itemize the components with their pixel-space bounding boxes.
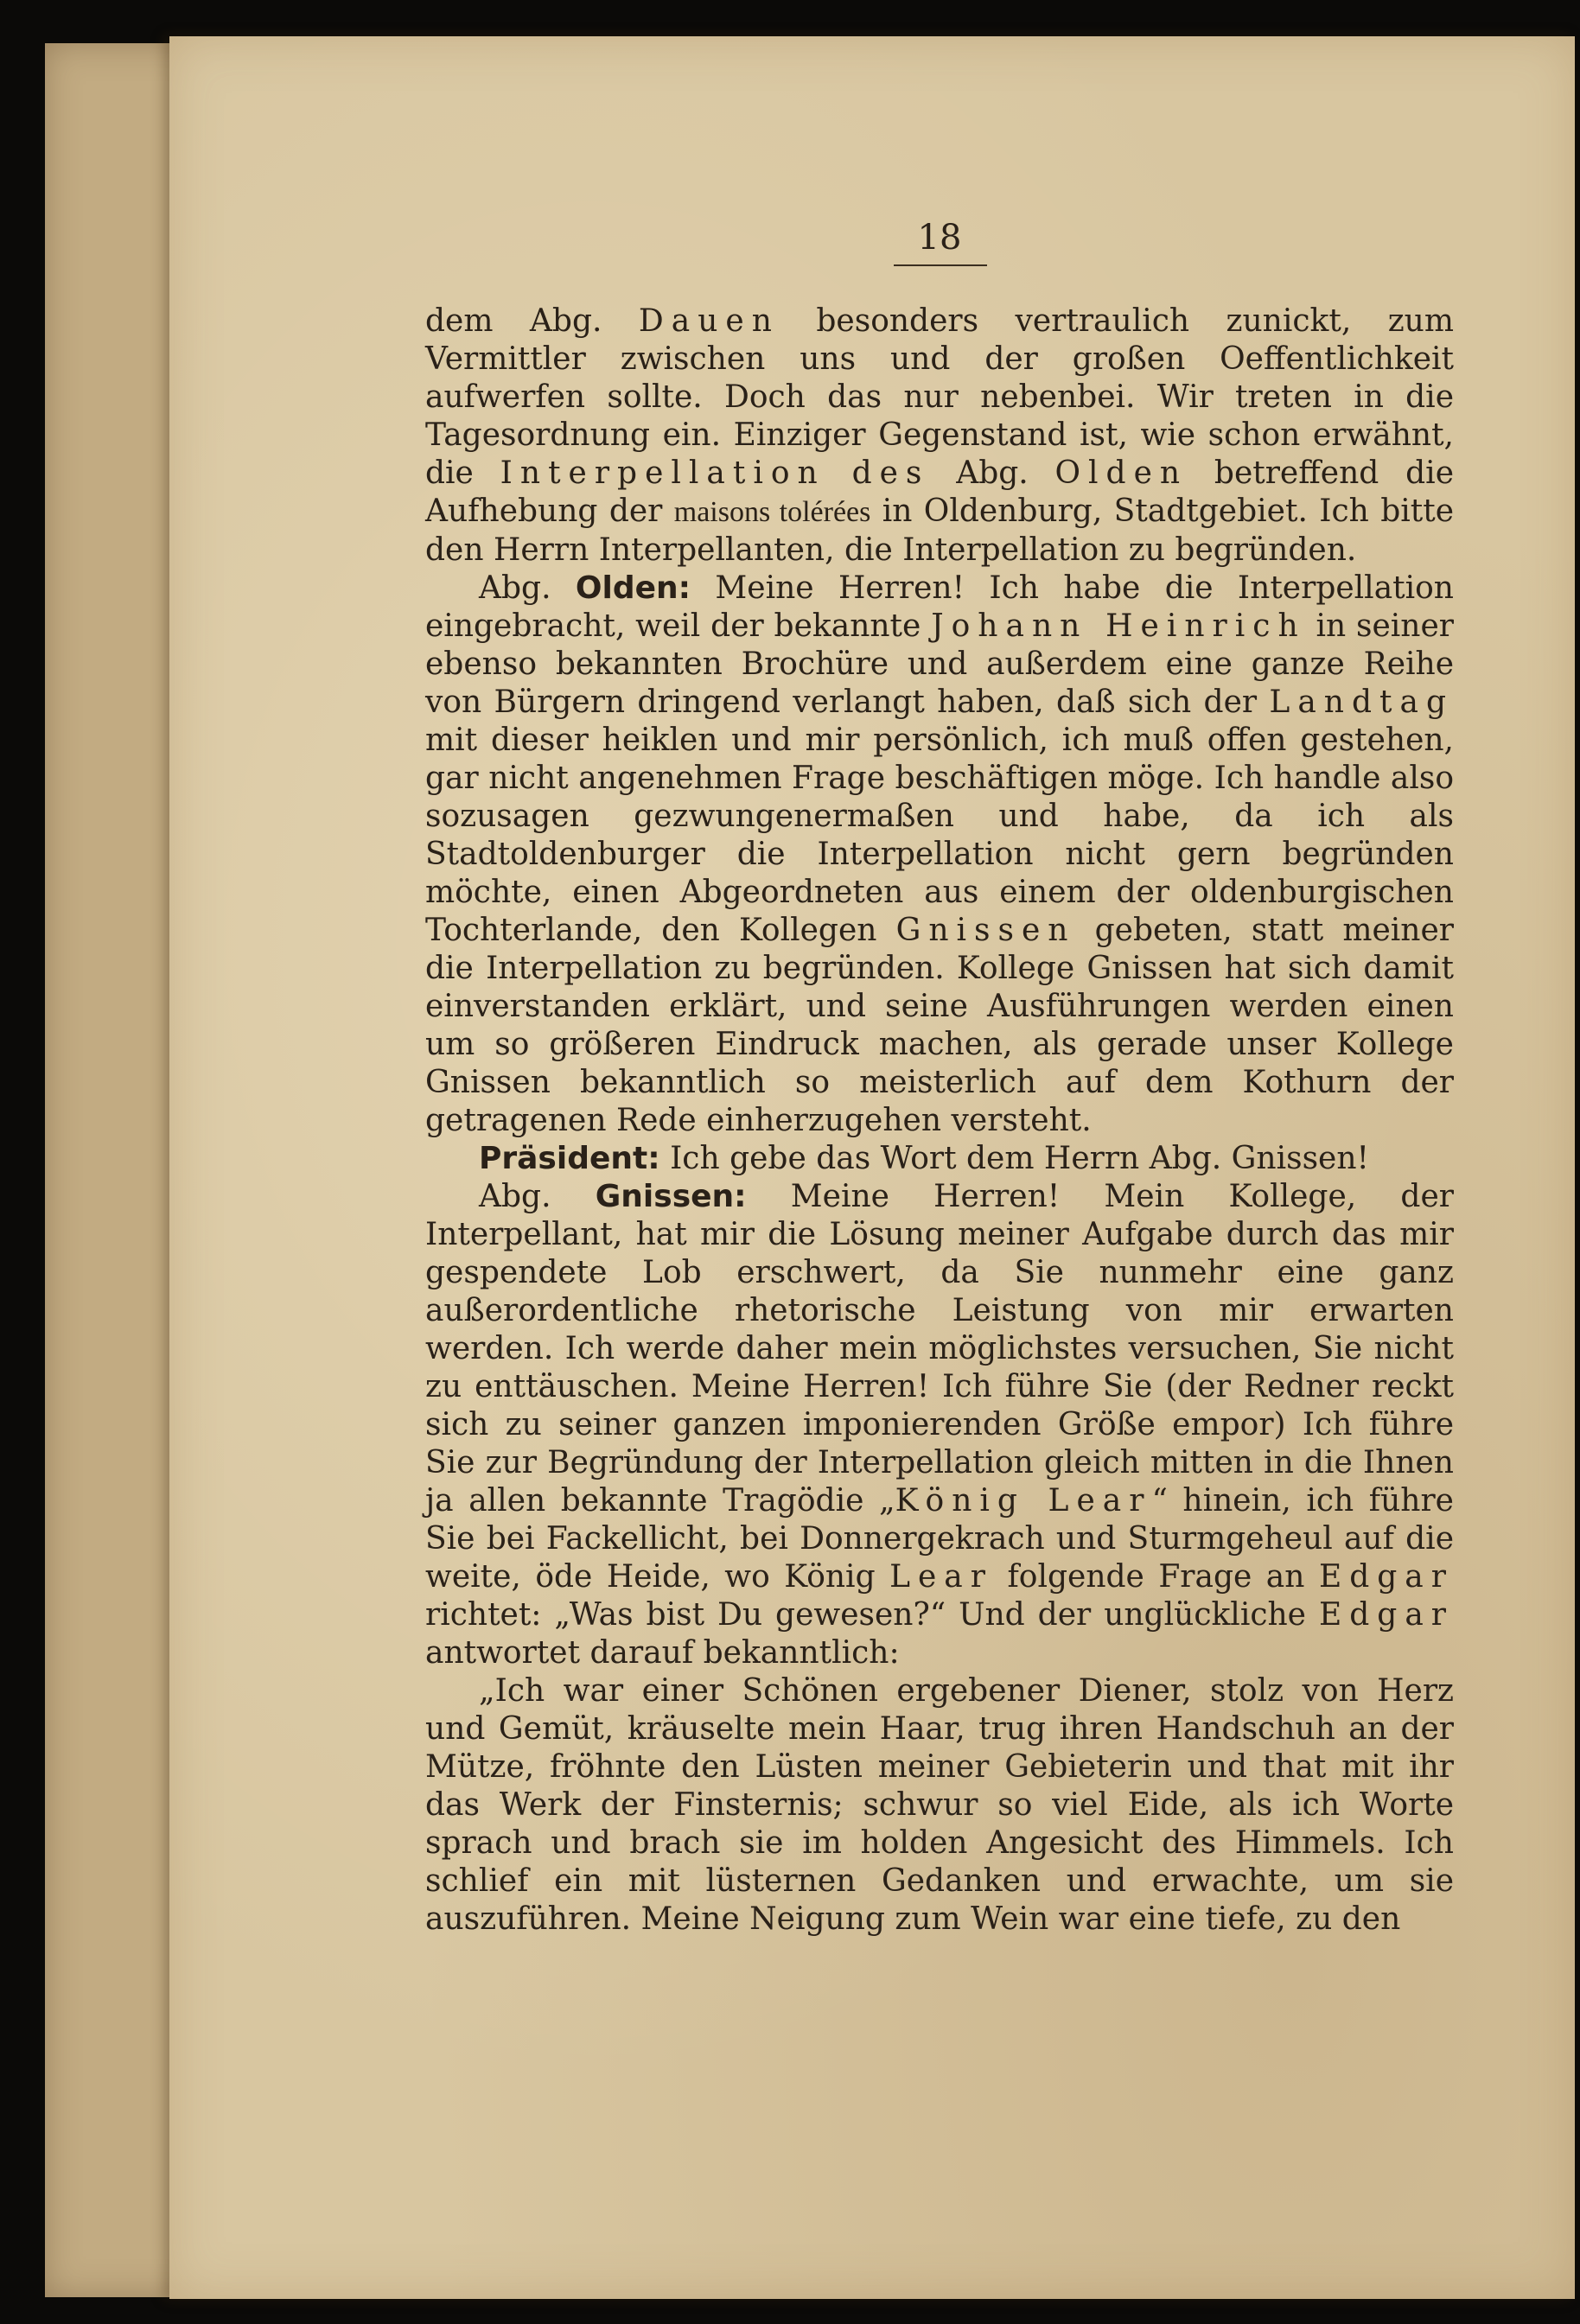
text-run: dem Abg. bbox=[425, 303, 639, 339]
text-run bbox=[825, 455, 852, 491]
paragraph-5-quotation: „Ich war einer Schönen ergebener Diener, stolz von Herz und Gemüt, kräuselte mein Haar, trug ihren Handschuh an der Mütze, fröhnte den Lüsten meiner Gebieterin und that mit ihr das Werk der Finsternis; schwur so viel Eide, als ich Worte sprach und brach sie im holden Angesicht des Himmels. Ich schlief ein mit lüsternen Gedanken und erwachte, um sie auszuführen. Meine Neigung zum Wein war eine tiefe, zu den bbox=[425, 1673, 1454, 1937]
title-koenig-lear: König Lear bbox=[895, 1483, 1152, 1519]
speaker-praesident: Präsident: bbox=[479, 1141, 660, 1176]
page-body bbox=[425, 302, 1454, 1939]
text-run: richtet: „Was bist Du gewesen?“ Und der unglückliche bbox=[425, 1597, 1319, 1633]
text-run: Meine Herren! Mein Kollege, der Interpellant, hat mir die Lösung meiner Aufgabe durch das mir gespendete Lob erschwert, da Sie nunmehr eine ganz außerordentliche rhetorische Leistung von mir erwarten werden. Ich werde daher mein möglichstes versuchen, Sie nicht zu enttäuschen. Meine Herren! Ich führe Sie (der Redner reckt sich zu seiner ganzen imponierenden Größe empor) Ich führe Sie zur Begründung der Interpellation gleich mitten in die Ihnen ja allen bekannte Tragödie „ bbox=[425, 1179, 1454, 1519]
text-run: mit dieser heiklen und mir persönlich, ich muß offen gestehen, gar nicht angenehmen Frage beschäftigen möge. Ich handle also sozusagen gezwungenermaßen und habe, da ich als Stadtoldenburger die Interpellation nicht gern begründen möchte, einen Abgeordneten aus einem der oldenburgischen Tochterlande, den Kollegen bbox=[425, 723, 1454, 948]
paragraph-3 bbox=[425, 1140, 1454, 1178]
speaker-gnissen: Gnissen: bbox=[595, 1179, 747, 1214]
text-run: in seiner ebenso bekannten Brochüre und außerdem eine ganze Reihe von Bürgern dringend verlangt haben, daß sich der bbox=[425, 608, 1455, 720]
name-dauen: Dauen bbox=[638, 303, 780, 339]
phrase-maisons-tolerees: maisons tolérées bbox=[673, 496, 871, 528]
text-run: “ hinein, ich führe Sie bei Fackellicht, bei Donnergekrach und Sturmgeheul auf die weite, öde Heide, wo König bbox=[425, 1483, 1454, 1595]
name-edgar: Edgar bbox=[1318, 1559, 1454, 1595]
page-number: 18 bbox=[917, 218, 962, 258]
word-landtag: Landtag bbox=[1269, 684, 1454, 720]
text-run: besonders vertraulich zunickt, zum Vermittler zwischen uns und der großen Oeffentlichkeit aufwerfen sollte. Doch das nur nebenbei. Wir treten in die Tagesordnung ein. Einziger Gegenstand ist, wie schon erwähnt, die bbox=[425, 303, 1454, 491]
name-gnissen: Gnissen bbox=[895, 913, 1076, 948]
text-run: Abg. bbox=[479, 1179, 596, 1214]
name-johann-heinrich: Johann Heinrich bbox=[931, 608, 1306, 644]
text-run: Ich gebe das Wort dem Herrn Abg. Gnissen! bbox=[659, 1141, 1370, 1176]
paragraph-2 bbox=[425, 570, 1454, 1140]
paragraph-4 bbox=[425, 1178, 1454, 1672]
text-run: gebeten, statt meiner die Interpellation zu begründen. Kollege Gnissen hat sich damit einverstanden erklärt, und seine Ausführungen werden einen um so größeren Eindruck machen, als gerade unser Kollege Gnissen bekanntlich so meisterlich auf dem Kothurn der getragenen Rede einherzugehen versteht. bbox=[425, 913, 1454, 1138]
text-run: betreffend die Aufhebung der bbox=[425, 455, 1454, 529]
page-number-rule bbox=[894, 264, 987, 266]
name-edgar: Edgar bbox=[1318, 1597, 1454, 1633]
text-run: Meine Herren! Ich habe die Interpellation eingebracht, weil der bekannte bbox=[425, 570, 1454, 644]
text-run: Abg. bbox=[929, 455, 1055, 491]
word-des: des bbox=[851, 455, 930, 491]
text-run: folgende Frage an bbox=[992, 1559, 1319, 1595]
word-interpellation: Interpellation bbox=[500, 455, 825, 491]
name-lear: Lear bbox=[889, 1559, 993, 1595]
paragraph-1 bbox=[425, 302, 1454, 570]
text-run: antwortet darauf bekanntlich: bbox=[425, 1635, 900, 1671]
name-olden: Olden bbox=[1054, 455, 1188, 491]
text-run: in Oldenburg, Stadtgebiet. Ich bitte den Herrn Interpellanten, die Interpellation zu begründen. bbox=[425, 493, 1454, 568]
text-run: Abg. bbox=[479, 570, 576, 606]
speaker-olden: Olden: bbox=[575, 570, 691, 606]
